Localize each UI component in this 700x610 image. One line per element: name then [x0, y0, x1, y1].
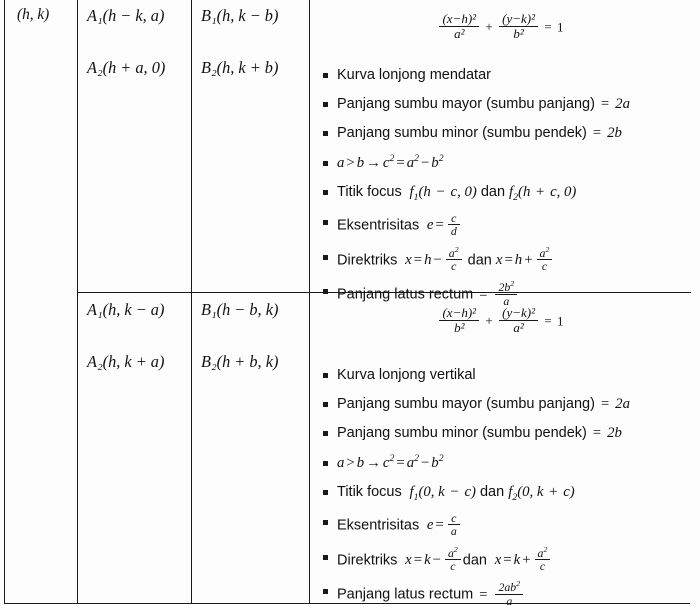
fact-directrix-label: Direktriks: [337, 551, 398, 568]
equals-sign: =: [479, 286, 488, 303]
fact-directrix-value-2: x = h + $\frac{a^2}{c}$: [496, 252, 554, 268]
fact-relation-abc: $a > b \to c^2 = a^2 - b^2$: [337, 152, 444, 171]
square-bullet-icon: [323, 520, 328, 525]
square-bullet-icon: [323, 220, 328, 225]
square-bullet-icon: [323, 255, 328, 260]
equation-row1-term1-denominator: a²: [439, 26, 479, 41]
equation-row1-term2: [499, 12, 538, 41]
list-item: [317, 581, 685, 607]
conjunction-dan: dan: [479, 484, 505, 501]
fact-minor-axis-value: 2b: [607, 425, 622, 442]
fact-eccentricity-value: e = $\frac{c}{d}$: [423, 217, 462, 233]
fact-minor-axis-label: Panjang sumbu minor (sumbu pendek): [337, 125, 587, 142]
fact-eccentricity-value: e = $\frac{c}{a}$: [423, 517, 462, 533]
fact-major-axis-label: Panjang sumbu mayor (sumbu panjang): [337, 96, 595, 113]
list-item: [317, 394, 685, 414]
list-item: [317, 94, 685, 114]
column-divider-3: [309, 0, 310, 604]
equation-row2-operator: +: [485, 313, 493, 329]
equation-row1-rhs: 1: [557, 19, 564, 35]
equals-sign: =: [479, 586, 488, 603]
equation-row1-equals: =: [544, 19, 552, 35]
vertex-a2-row1: A₂(h + a, 0): [87, 58, 166, 78]
facts-list-row2: [317, 365, 685, 607]
facts-list-row1: [317, 65, 685, 307]
fact-focus-f2: $f_2(0$, k + c): [508, 484, 575, 504]
covertex-b1-row2: B₁(h − b, k): [201, 300, 279, 319]
covertices-cell-row1: [193, 6, 309, 79]
square-bullet-icon: [323, 589, 328, 594]
equation-row1-term1: [439, 12, 479, 41]
fact-directrix-label: Direktriks: [337, 251, 398, 268]
fact-major-axis-label: Panjang sumbu mayor (sumbu panjang): [337, 396, 595, 413]
fact-directrix-value-1: x = h − $\frac{a^2}{c}$: [401, 252, 463, 268]
list-item: [317, 65, 685, 85]
equation-row2-term1-numerator: (x−h)²: [442, 305, 477, 320]
list-item: [317, 453, 685, 473]
square-bullet-icon: [323, 555, 328, 560]
list-item: [317, 212, 685, 238]
fact-latus-rectum-value: $\frac{2ab^2}{a}$: [493, 587, 525, 603]
list-item: [317, 512, 685, 538]
column-divider-1: [77, 0, 78, 604]
equation-row2: [317, 296, 685, 339]
equals-sign: =: [600, 96, 610, 113]
equation-row1: [317, 4, 685, 45]
equation-row1-operator: +: [485, 19, 493, 35]
fact-focus-f1: $f_1(h - c$, 0): [405, 184, 477, 204]
equation-row1-term2-denominator: b²: [499, 26, 538, 41]
equation-row2-equals: =: [544, 313, 552, 329]
fact-major-axis-value: 2a: [615, 96, 630, 113]
square-bullet-icon: [323, 131, 328, 136]
list-item: [317, 423, 685, 443]
square-bullet-icon: [323, 490, 328, 495]
list-item: [317, 244, 685, 273]
list-item: [317, 153, 685, 173]
vertex-a1-row1: A₁(h − k, a): [87, 6, 165, 25]
fact-directrix-value-2: x = k + $\frac{a^2}{c}$: [491, 552, 552, 568]
equals-sign: =: [592, 425, 602, 442]
list-item: [317, 182, 685, 202]
equals-sign: =: [592, 125, 602, 142]
ellipse-reference-table: [4, 0, 690, 608]
square-bullet-icon: [323, 190, 328, 195]
equation-row2-term2-numerator: (y−k)²: [502, 305, 535, 320]
fact-focus-f2: $f_2(h + c$, 0): [509, 184, 577, 204]
fact-minor-axis-value: 2b: [607, 125, 622, 142]
description-cell-row2: [311, 296, 691, 608]
vertices-cell-row1: [79, 6, 191, 79]
fact-minor-axis-label: Panjang sumbu minor (sumbu pendek): [337, 425, 587, 442]
square-bullet-icon: [323, 402, 328, 407]
covertex-b2-row1: B₂(h, k + b): [201, 58, 279, 78]
list-item: [317, 365, 685, 385]
square-bullet-icon: [323, 461, 328, 466]
square-bullet-icon: [323, 161, 328, 166]
equation-row2-term1: [439, 306, 479, 335]
fact-latus-rectum-label: Panjang latus rectum: [337, 286, 474, 303]
fact-focus-label: Titik focus: [337, 184, 402, 201]
fact-relation-abc: $a > b \to c^2 = a^2 - b^2$: [337, 452, 444, 471]
center-point-label: (h, k): [17, 6, 50, 23]
equation-row2-rhs: 1: [557, 313, 564, 329]
fact-focus-f1: $f_1(0$, k − c): [405, 484, 476, 504]
vertex-a1-row2: A₁(h, k − a): [87, 300, 165, 319]
equation-row2-term2-denominator: a²: [499, 320, 538, 335]
fact-focus-label: Titik focus: [337, 484, 402, 501]
fact-curve-type: Kurva lonjong vertikal: [337, 367, 476, 384]
conjunction-dan: dan: [462, 551, 487, 568]
fact-curve-type: Kurva lonjong mendatar: [337, 67, 491, 84]
square-bullet-icon: [323, 73, 328, 78]
list-item: [317, 544, 685, 573]
column-divider-2: [191, 0, 192, 604]
covertex-b2-row2: B₂(h + b, k): [201, 352, 279, 372]
covertices-cell-row2: [193, 300, 309, 373]
list-item: [317, 482, 685, 502]
equation-row1-term2-numerator: (y−k)²: [502, 11, 535, 26]
square-bullet-icon: [323, 431, 328, 436]
equation-row2-term2: [499, 306, 538, 335]
conjunction-dan: dan: [467, 251, 492, 268]
equation-row1-term1-numerator: (x−h)²: [442, 11, 477, 26]
square-bullet-icon: [323, 102, 328, 107]
covertex-b1-row1: B₁(h, k − b): [201, 6, 279, 25]
equals-sign: =: [600, 396, 610, 413]
center-point-cell: [11, 6, 75, 24]
vertex-a2-row2: A₂(h, k + a): [87, 352, 165, 372]
fact-eccentricity-label: Eksentrisitas: [337, 216, 420, 233]
square-bullet-icon: [323, 373, 328, 378]
fact-major-axis-value: 2a: [615, 396, 630, 413]
conjunction-dan: dan: [480, 184, 506, 201]
square-bullet-icon: [323, 289, 328, 294]
fact-latus-rectum-value: $\frac{2b^2}{a}$: [493, 287, 519, 303]
vertices-cell-row2: [79, 300, 191, 373]
fact-eccentricity-label: Eksentrisitas: [337, 516, 420, 533]
fact-directrix-value-1: x = k − $\frac{a^2}{c}$: [401, 552, 462, 568]
description-cell-row1: [311, 4, 691, 308]
fact-latus-rectum-label: Panjang latus rectum: [337, 586, 474, 603]
equation-row2-term1-denominator: b²: [439, 320, 479, 335]
list-item: [317, 123, 685, 143]
